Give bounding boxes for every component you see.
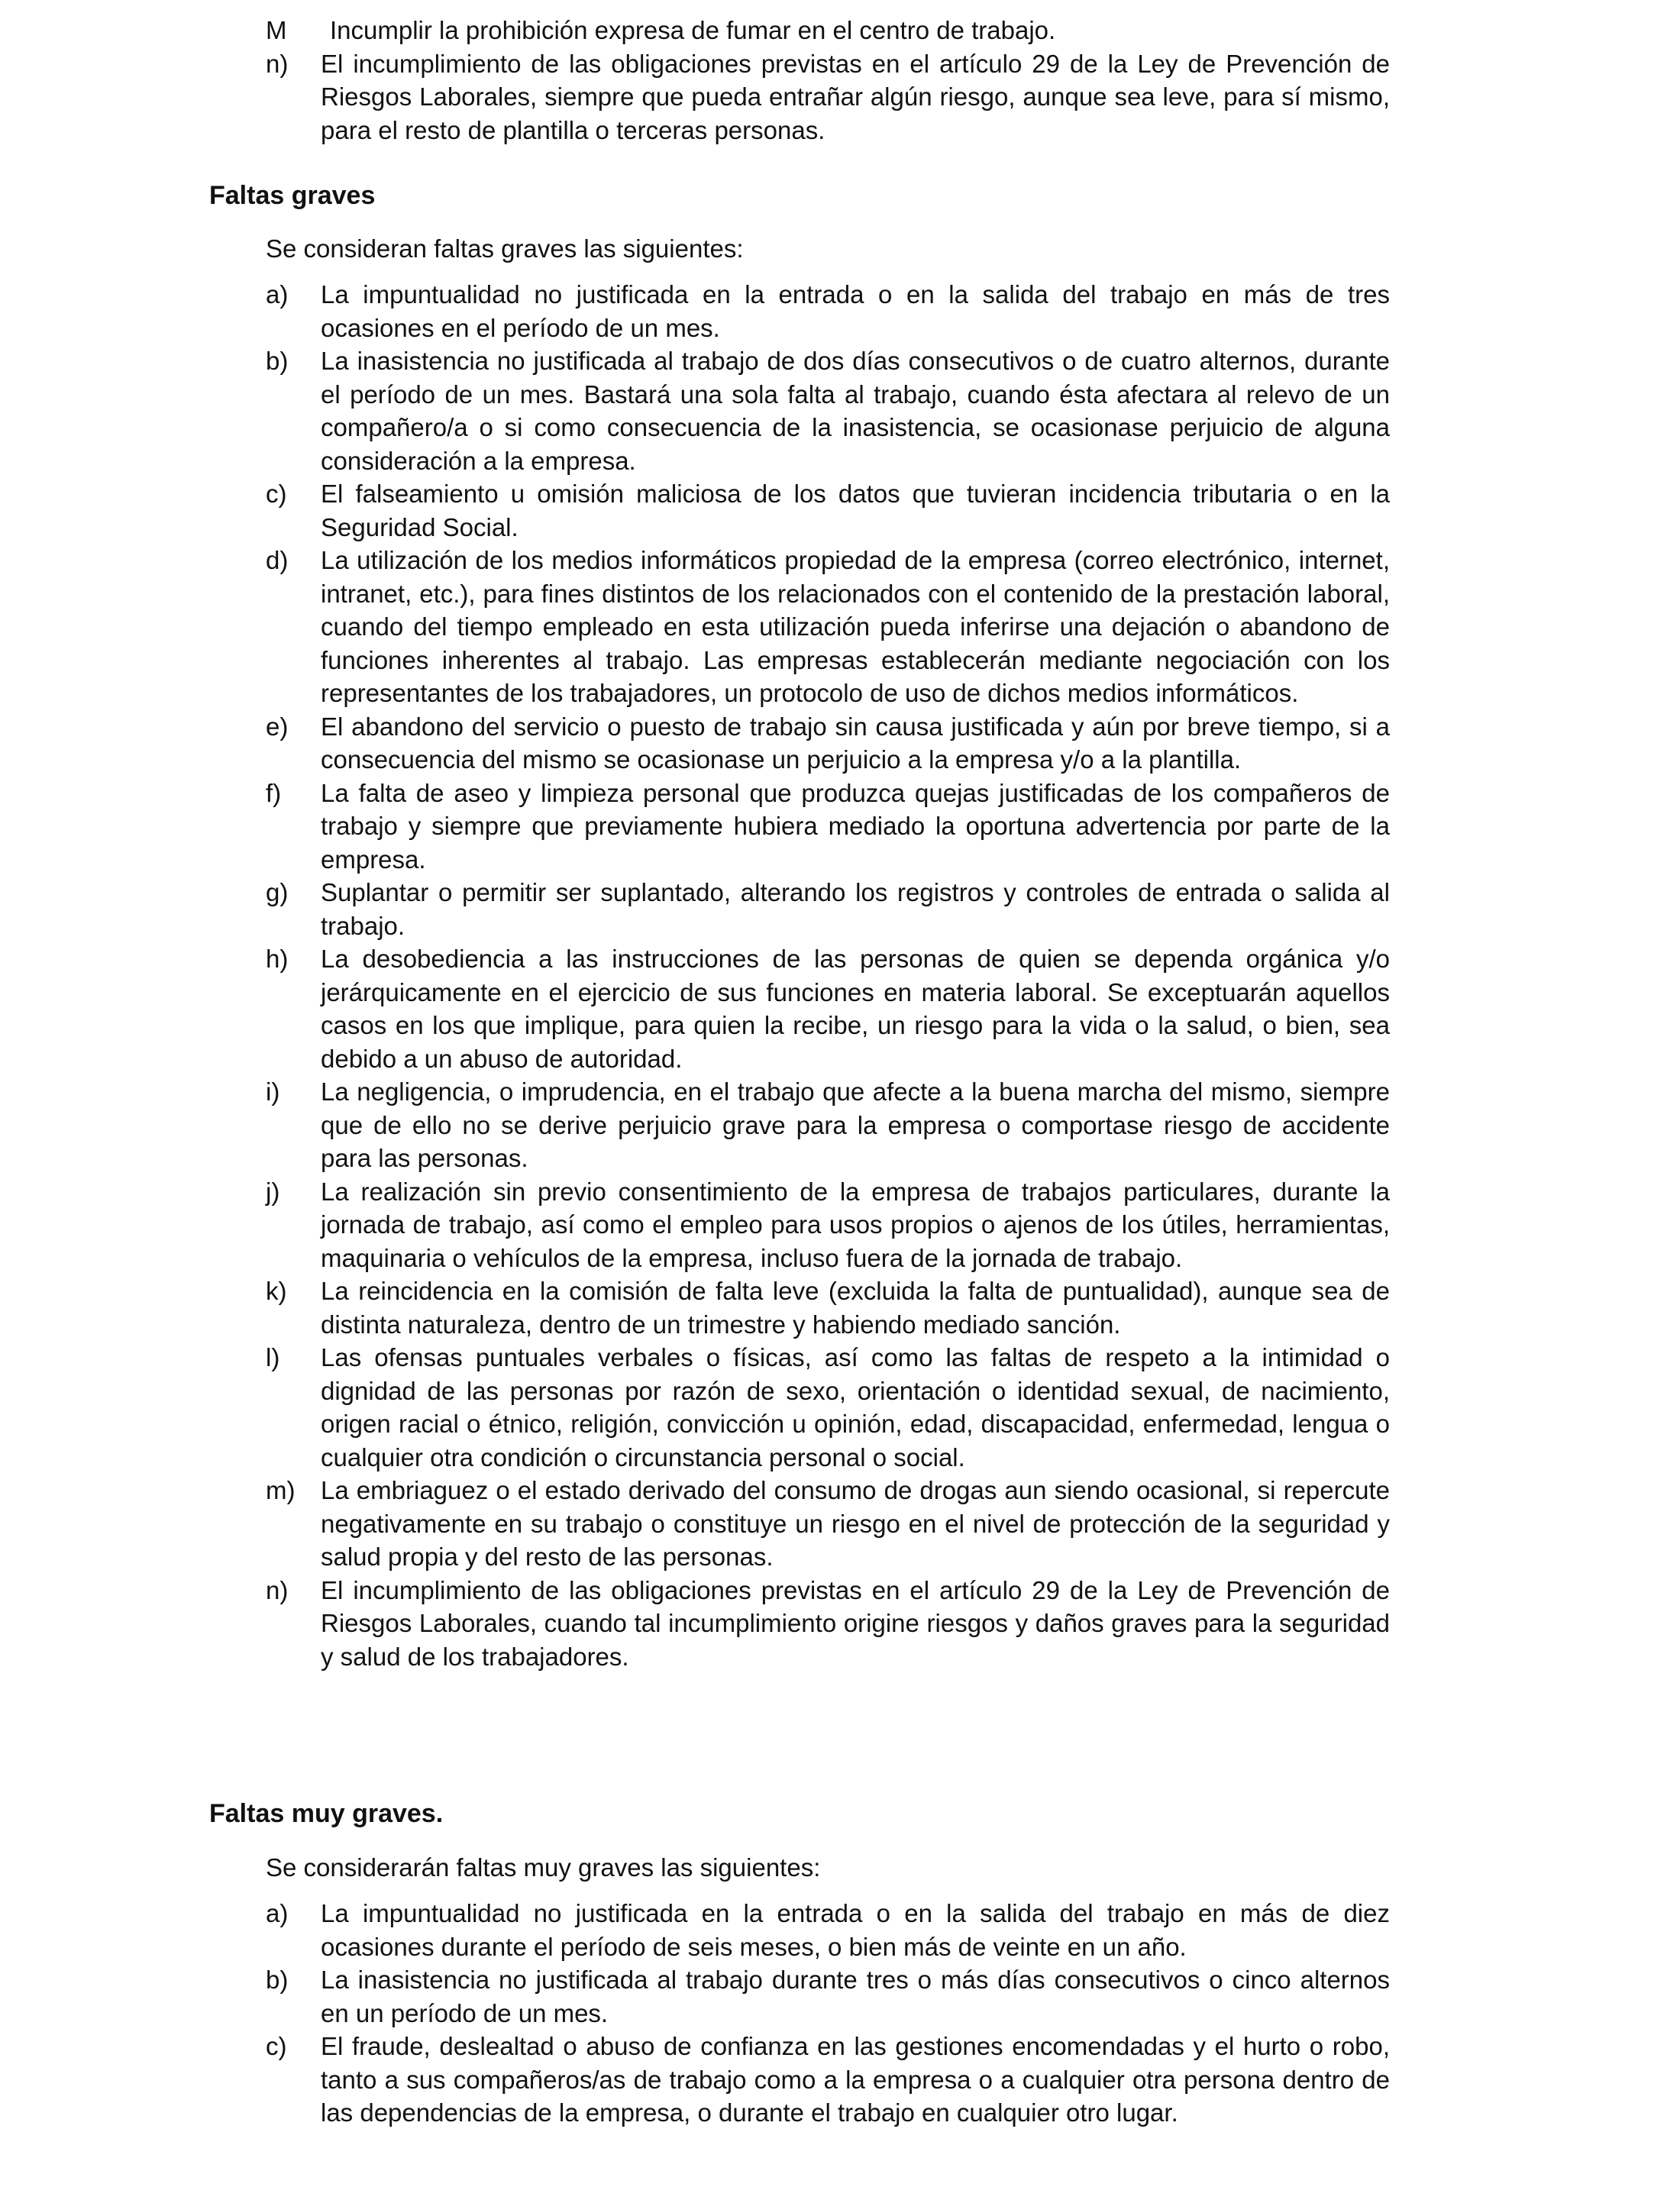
item-marker: n): [266, 49, 289, 78]
list-item: [266, 2030, 1390, 2130]
item-marker: k): [266, 1277, 287, 1305]
item-text: La inasistencia no justificada al trabajo durante tres o más días consecutivos o cinco alternos en un período de un mes.: [321, 1966, 1390, 2027]
item-marker: g): [266, 878, 289, 906]
item-marker: a): [266, 280, 289, 309]
item-text: La embriaguez o el estado derivado del consumo de drogas aun siendo ocasional, si repercute negativamente en su trabajo o constituye un riesgo en el nivel de protección de la seguridad y salud propia y del resto de las personas.: [321, 1476, 1390, 1571]
item-text: La impuntualidad no justificada en la entrada o en la salida del trabajo en más de diez ocasiones durante el período de seis meses, o bien más de veinte en un año.: [321, 1899, 1390, 1961]
section-intro-graves: Se consideran faltas graves las siguientes:: [266, 234, 744, 263]
item-text: Las ofensas puntuales verbales o físicas, así como las faltas de respeto a la intimidad o dignidad de las personas por razón de sexo, orientación o identidad sexual, de nacimiento, origen racial o étnico, religión, convicción u opinión, edad, discapacidad, enfermedad, lengua o cualquier otra condición o circunstancia personal o social.: [321, 1343, 1390, 1471]
top-list: [266, 14, 1390, 147]
item-text: La impuntualidad no justificada en la entrada o en la salida del trabajo en más de tres ocasiones en el período de un mes.: [321, 280, 1390, 342]
item-text: El incumplimiento de las obligaciones previstas en el artículo 29 de la Ley de Prevención de Riesgos Laborales, cuando tal incumplimiento origine riesgos y daños graves para la seguridad y salud de los trabajadores.: [321, 1575, 1390, 1671]
item-text: La desobediencia a las instrucciones de las personas de quien se dependa orgánica y/o jerárquicamente en el ejercicio de sus funciones en materia laboral. Se exceptuarán aquellos casos en los que implique, para quien la recibe, un riesgo para la vida o la salud, o bien, sea debido a un abuso de autoridad.: [321, 945, 1390, 1073]
list-item: [266, 942, 1390, 1075]
list-item: [266, 1341, 1390, 1474]
item-text: La realización sin previo consentimiento de la empresa de trabajos particulares, durante la jornada de trabajo, así como el empleo para usos propios o ajenos de los útiles, herramientas, maquinaria o vehículos de la empresa, incluso fuera de la jornada de trabajo.: [321, 1177, 1390, 1272]
graves-list: [266, 278, 1390, 1673]
list-item: [266, 1175, 1390, 1275]
section-heading-graves: Faltas graves: [209, 181, 376, 210]
list-item: [266, 1574, 1390, 1674]
list-item: [266, 1274, 1390, 1341]
item-marker: a): [266, 1899, 289, 1927]
list-item: [266, 710, 1390, 777]
section-heading-muy-graves: Faltas muy graves.: [209, 1799, 444, 1828]
list-item: [266, 1897, 1390, 1963]
item-marker: f): [266, 778, 282, 807]
list-item: [266, 1474, 1390, 1574]
item-marker: j): [266, 1177, 280, 1206]
item-marker: d): [266, 546, 289, 574]
item-text: El abandono del servicio o puesto de trabajo sin causa justificada y aún por breve tiempo, si a consecuencia del mismo se ocasionase un perjuicio a la empresa y/o a la plantilla.: [321, 712, 1390, 774]
item-text: El fraude, deslealtad o abuso de confianza en las gestiones encomendadas y el hurto o robo, tanto a sus compañeros/as de trabajo como a la empresa o a cualquier otra persona dentro de las dependencias de la empresa, o durante el trabajo en cualquier otro lugar.: [321, 2032, 1390, 2127]
list-item: [266, 1075, 1390, 1175]
list-item: [266, 1963, 1390, 2030]
item-marker: b): [266, 1966, 289, 1994]
list-item: [266, 344, 1390, 477]
list-item: [266, 777, 1390, 877]
item-marker: M: [266, 16, 287, 44]
list-item: [266, 14, 1390, 47]
item-text: La falta de aseo y limpieza personal que produzca quejas justificadas de los compañeros de trabajo y siempre que previamente hubiera mediado la oportuna advertencia por parte de la empresa.: [321, 778, 1390, 874]
item-marker: e): [266, 712, 289, 741]
list-item: [266, 278, 1390, 344]
item-marker: h): [266, 945, 289, 973]
list-item: [266, 477, 1390, 544]
item-text: El falseamiento u omisión maliciosa de los datos que tuvieran incidencia tributaria o en la Seguridad Social.: [321, 480, 1390, 541]
item-text: La inasistencia no justificada al trabajo de dos días consecutivos o de cuatro alternos, durante el período de un mes. Bastará una sola falta al trabajo, cuando ésta afectara al relevo de un compañero/a o si como consecuencia de la inasistencia, se ocasionase perjuicio de alguna consideración a la empresa.: [321, 347, 1390, 475]
item-marker: c): [266, 480, 287, 508]
item-text: La utilización de los medios informáticos propiedad de la empresa (correo electrónico, internet, intranet, etc.), para fines distintos de los relacionados con el contenido de la prestación laboral, cuando del tiempo empleado en esta utilización pueda inferirse una dejación o abandono de funciones inherentes al trabajo. Las empresas establecerán mediante negociación con los representantes de los trabajadores, un protocolo de uso de dichos medios informáticos.: [321, 546, 1390, 707]
item-marker: b): [266, 347, 289, 375]
item-text: Incumplir la prohibición expresa de fumar en el centro de trabajo.: [330, 16, 1056, 44]
item-text: El incumplimiento de las obligaciones previstas en el artículo 29 de la Ley de Prevención de Riesgos Laborales, siempre que pueda entrañar algún riesgo, aunque sea leve, para sí mismo, para el resto de plantilla o terceras personas.: [321, 49, 1390, 144]
item-marker: i): [266, 1077, 280, 1106]
item-marker: m): [266, 1476, 296, 1504]
item-marker: l): [266, 1343, 280, 1371]
section-intro-muy-graves: Se considerarán faltas muy graves las siguientes:: [266, 1853, 821, 1882]
list-item: [266, 876, 1390, 942]
list-item: [266, 544, 1390, 710]
muy-graves-list: [266, 1897, 1390, 2130]
item-marker: n): [266, 1575, 289, 1604]
item-text: La negligencia, o imprudencia, en el trabajo que afecte a la buena marcha del mismo, siempre que de ello no se derive perjuicio grave para la empresa o comportase riesgo de accidente para las personas.: [321, 1077, 1390, 1172]
item-text: Suplantar o permitir ser suplantado, alterando los registros y controles de entrada o salida al trabajo.: [321, 878, 1390, 940]
item-text: La reincidencia en la comisión de falta leve (excluida la falta de puntualidad), aunque sea de distinta naturaleza, dentro de un trimestre y habiendo mediado sanción.: [321, 1277, 1390, 1339]
list-item: [266, 47, 1390, 147]
item-marker: c): [266, 2032, 287, 2060]
